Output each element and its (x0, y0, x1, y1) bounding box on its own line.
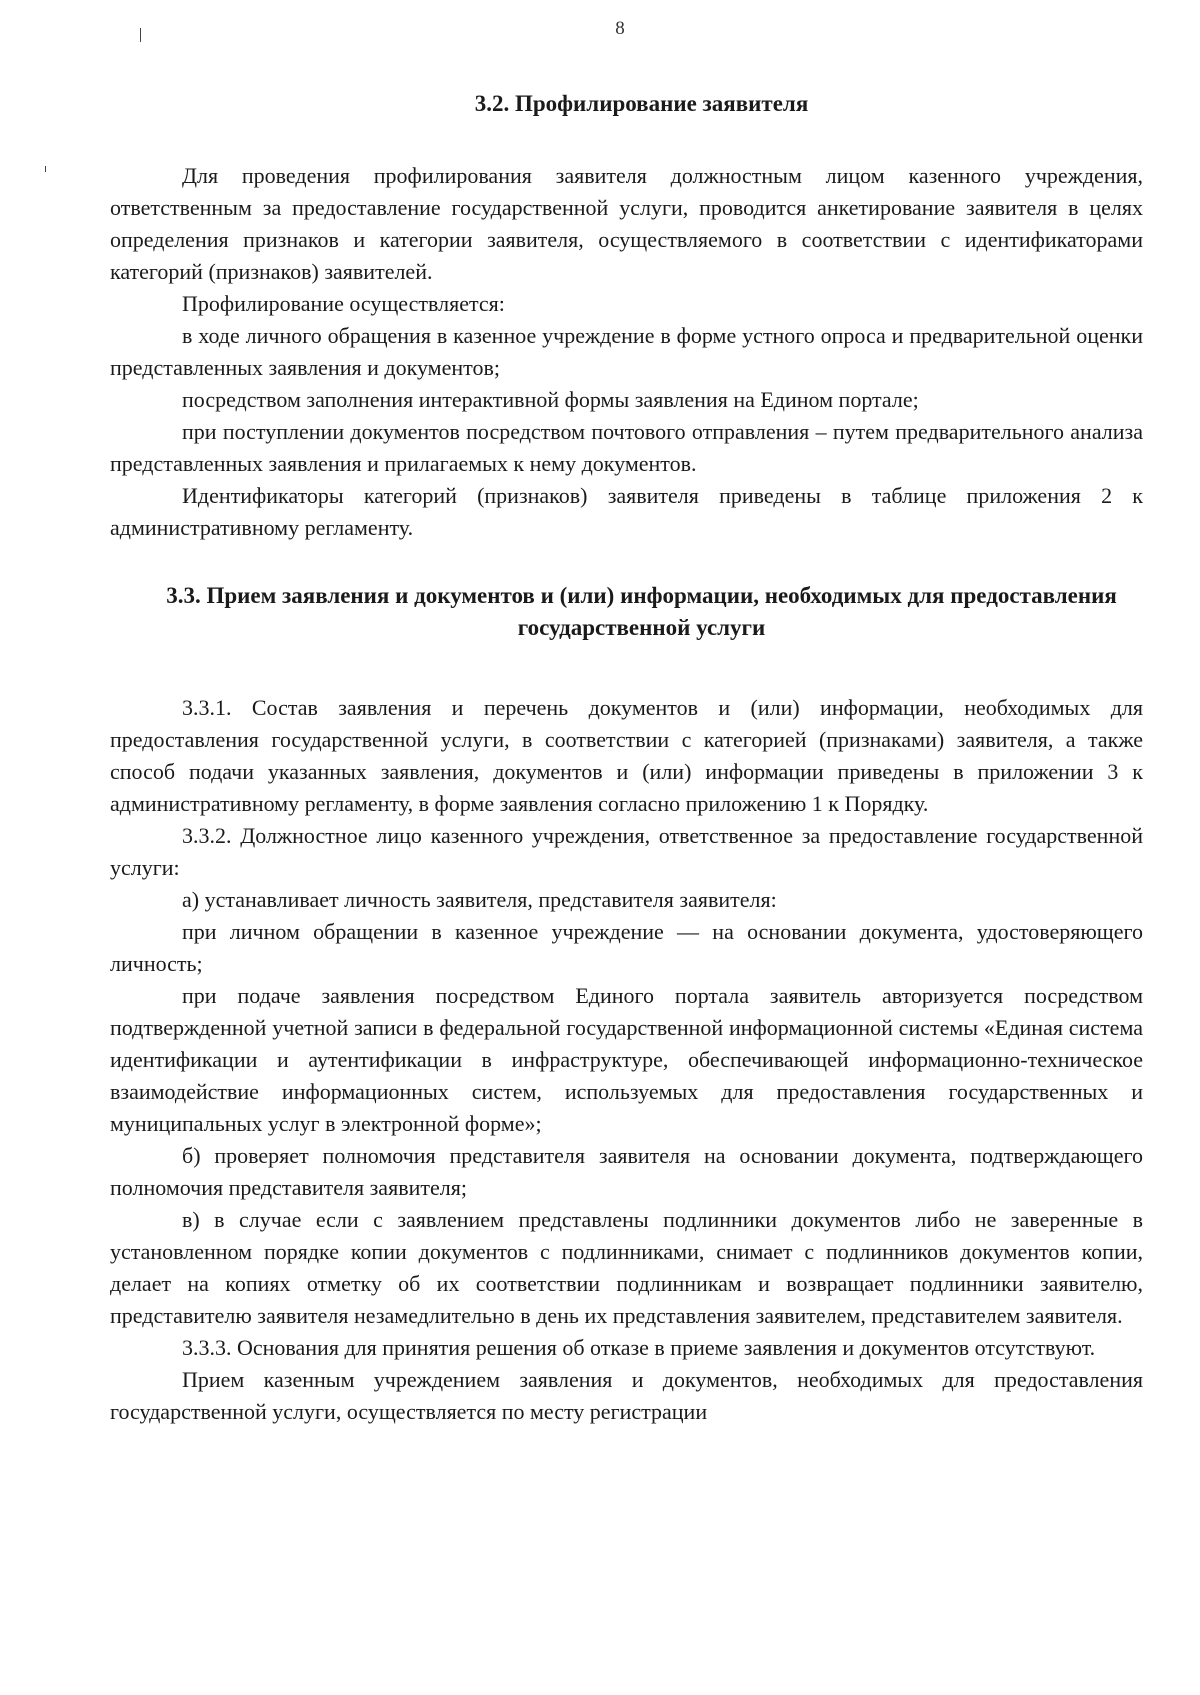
paragraph: Для проведения профилирования заявителя должностным лицом казенного учреждения, ответственным за предоставление государственной услуги, проводится анкетирование заявителя в целях определения признаков и категории заявителя, осуществляемого в соответствии с идентификаторами категорий (признаков) заявителей. (110, 163, 1143, 284)
paragraph: 3.3.2. Должностное лицо казенного учреждения, ответственное за предоставление государственной услуги: (110, 823, 1143, 880)
paragraph: а) устанавливает личность заявителя, представителя заявителя: (182, 887, 777, 912)
paragraph: Прием казенным учреждением заявления и документов, необходимых для предоставления государственной услуги, осуществляется по месту регистрации (110, 1367, 1143, 1424)
paragraph: Профилирование осуществляется: (182, 291, 505, 316)
page-number: 8 (615, 18, 625, 39)
paragraph: при поступлении документов посредством почтового отправления – путем предварительного анализа представленных заявления и прилагаемых к нему документов. (110, 419, 1143, 476)
paragraph: при подаче заявления посредством Единого портала заявитель авторизуется посредством подтвержденной учетной записи в федеральной государственной информационной системы «Единая система идентификации и аутентификации в инфраструктуре, обеспечивающей информационно-техническое взаимодействие информационных систем, используемых для предоставления государственных и муниципальных услуг в электронной форме»; (110, 983, 1143, 1136)
section-heading-3-3: 3.3. Прием заявления и документов и (или) информации, необходимых для предоставления государственной услуги (166, 583, 1117, 640)
paragraph: 3.3.3. Основания для принятия решения об отказе в приеме заявления и документов отсутствуют. (182, 1335, 1096, 1360)
paragraph: 3.3.1. Состав заявления и перечень документов и (или) информации, необходимых для предоставления государственной услуги, в соответствии с категорией (признаками) заявителя, а также способ подачи указанных заявления, документов и (или) информации приведены в приложении 3 к административному регламенту, в форме заявления согласно приложению 1 к Порядку. (110, 695, 1143, 816)
paragraph: посредством заполнения интерактивной формы заявления на Едином портале; (182, 387, 919, 412)
paragraph: в ходе личного обращения в казенное учреждение в форме устного опроса и предварительной оценки представленных заявления и документов; (110, 323, 1143, 380)
paragraph: б) проверяет полномочия представителя заявителя на основании документа, подтверждающего полномочия представителя заявителя; (110, 1143, 1143, 1200)
scan-margin-mark (140, 28, 141, 42)
paragraph: при личном обращении в казенное учреждение — на основании документа, удостоверяющего личность; (110, 919, 1143, 976)
scan-margin-mark (45, 166, 46, 172)
document-body (110, 88, 1143, 1428)
section-heading-3-2: 3.2. Профилирование заявителя (474, 91, 809, 116)
paragraph: Идентификаторы категорий (признаков) заявителя приведены в таблице приложения 2 к административному регламенту. (110, 483, 1143, 540)
paragraph: в) в случае если с заявлением представлены подлинники документов либо не заверенные в установленном порядке копии документов с подлинниками, снимает с подлинников документов копии, делает на копиях отметку об их соответствии подлинникам и возвращает подлинники заявителю, представителю заявителя незамедлительно в день их представления заявителем, представителем заявителя. (110, 1207, 1143, 1328)
